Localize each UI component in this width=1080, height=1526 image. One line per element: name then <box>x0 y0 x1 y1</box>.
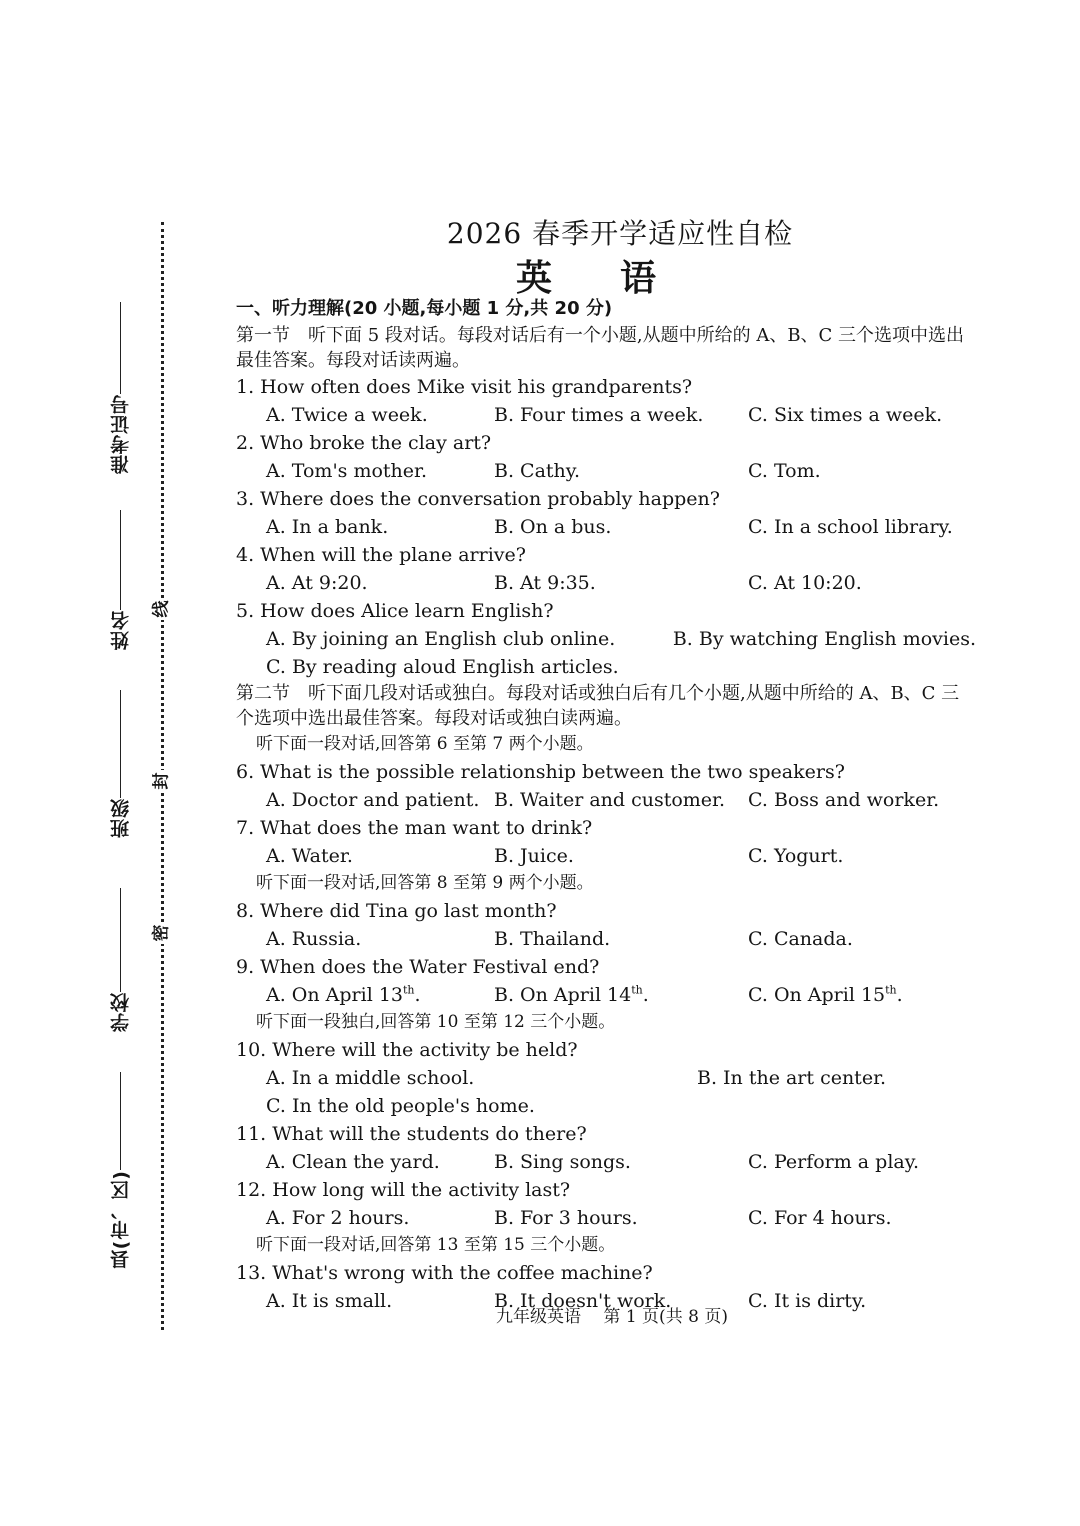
page-footer: 九年级英语 第 1 页(共 8 页) <box>496 1307 728 1327</box>
option: C. In a school library. <box>748 516 953 538</box>
field-blank-line <box>120 510 121 610</box>
question: 12. How long will the activity last? <box>236 1179 571 1201</box>
option: C. At 10:20. <box>748 572 862 594</box>
question: 5. How does Alice learn English? <box>236 600 554 622</box>
section-instruction: 第二节 听下面几段对话或独白。每段对话或独白后有几个小题,从题中所给的 A、B、C 三个选项中选出最佳答案。每段对话或独白读两遍。 <box>236 683 960 729</box>
ordinal-suffix: th <box>403 983 415 997</box>
exam-title: 2026 春季开学适应性自检 <box>446 217 794 250</box>
options <box>236 625 976 653</box>
seal-char-secret: 密 <box>150 922 172 944</box>
option: A. Russia. <box>266 928 362 950</box>
options <box>236 1092 976 1120</box>
option: B. Sing songs. <box>494 1151 631 1173</box>
option: C. It is dirty. <box>748 1290 867 1312</box>
option: A. Twice a week. <box>266 404 428 426</box>
sub-instruction: 听下面一段对话,回答第 8 至第 9 两个小题。 <box>256 873 594 893</box>
option: B. Thailand. <box>494 928 611 950</box>
exam-content <box>236 295 976 1315</box>
sub-instruction: 听下面一段对话,回答第 13 至第 15 三个小题。 <box>256 1235 616 1255</box>
field-blank-line <box>120 690 121 798</box>
option: A. Tom's mother. <box>266 460 428 482</box>
question: 7. What does the man want to drink? <box>236 817 593 839</box>
option: A. By joining an English club online. <box>266 628 616 650</box>
options <box>236 569 976 597</box>
question: 13. What's wrong with the coffee machine? <box>236 1262 653 1284</box>
option: C. Tom. <box>748 460 821 482</box>
question: 2. Who broke the clay art? <box>236 432 492 454</box>
section-instruction: 第一节 听下面 5 段对话。每段对话后有一个小题,从题中所给的 A、B、C 三个选项中选出最佳答案。每段对话读两遍。 <box>236 325 965 371</box>
option-text: A. On April 13 <box>266 984 403 1006</box>
options <box>236 1204 976 1232</box>
option: C. For 4 hours. <box>748 1207 892 1229</box>
options <box>236 653 976 681</box>
question: 8. Where did Tina go last month? <box>236 900 557 922</box>
option: A. Clean the yard. <box>266 1151 440 1173</box>
option: B. On April 14th. <box>494 983 649 1006</box>
sub-instruction: 听下面一段独白,回答第 10 至第 12 三个小题。 <box>256 1012 616 1032</box>
question: 6. What is the possible relationship between the two speakers? <box>236 761 845 783</box>
options <box>236 1064 976 1092</box>
option: A. At 9:20. <box>266 572 368 594</box>
option: C. Perform a play. <box>748 1151 919 1173</box>
question: 1. How often does Mike visit his grandparents? <box>236 376 693 398</box>
question: 10. Where will the activity be held? <box>236 1039 578 1061</box>
question: 3. Where does the conversation probably happen? <box>236 488 720 510</box>
field-county <box>108 1072 132 1269</box>
option: A. In a bank. <box>266 516 389 538</box>
field-exam-number <box>108 302 132 474</box>
part-heading: 一、听力理解(20 小题,每小题 1 分,共 20 分) <box>236 298 613 319</box>
question: 11. What will the students do there? <box>236 1123 587 1145</box>
option: B. In the art center. <box>697 1067 887 1089</box>
option-text: C. On April 15 <box>748 984 886 1006</box>
options <box>236 513 976 541</box>
field-label: 学校 <box>109 992 132 1032</box>
ordinal-suffix: th <box>631 983 643 997</box>
field-name <box>108 510 132 650</box>
field-school <box>108 888 132 1032</box>
options <box>236 786 976 814</box>
option: A. It is small. <box>266 1290 393 1312</box>
options <box>236 1148 976 1176</box>
field-label: 准考证号 <box>109 394 132 474</box>
option: A. Doctor and patient. <box>266 789 480 811</box>
option: C. By reading aloud English articles. <box>266 656 619 678</box>
option: C. Yogurt. <box>748 845 844 867</box>
option: A. In a middle school. <box>266 1067 475 1089</box>
option: A. Water. <box>266 845 353 867</box>
field-label: 班级 <box>109 798 132 838</box>
option: B. It doesn't work. <box>494 1290 672 1312</box>
ordinal-suffix: th <box>885 983 897 997</box>
sub-instruction: 听下面一段对话,回答第 6 至第 7 两个小题。 <box>256 734 594 754</box>
option: B. By watching English movies. <box>672 628 976 650</box>
option: B. Juice. <box>494 845 574 867</box>
options <box>236 842 976 870</box>
field-blank-line <box>120 302 121 394</box>
exam-subject: 英语 <box>515 258 724 299</box>
field-blank-line <box>120 1072 121 1170</box>
question: 4. When will the plane arrive? <box>236 544 526 566</box>
options <box>236 457 976 485</box>
option: B. Waiter and customer. <box>494 789 726 811</box>
question: 9. When does the Water Festival end? <box>236 956 600 978</box>
option: C. Six times a week. <box>748 404 943 426</box>
option: B. For 3 hours. <box>494 1207 638 1229</box>
option: C. On April 15th. <box>748 983 903 1006</box>
seal-char-seal: 封 <box>150 770 172 792</box>
field-label: 县(市、区) <box>109 1170 132 1270</box>
option: C. In the old people's home. <box>266 1095 535 1117</box>
options <box>236 401 976 429</box>
option: A. For 2 hours. <box>266 1207 410 1229</box>
field-label: 姓名 <box>109 610 132 650</box>
options <box>236 925 976 953</box>
options <box>236 981 976 1009</box>
option-text: B. On April 14 <box>494 984 632 1006</box>
option: B. Four times a week. <box>494 404 704 426</box>
field-class <box>108 690 132 838</box>
field-blank-line <box>120 888 121 992</box>
option: B. At 9:35. <box>494 572 596 594</box>
option: A. On April 13th. <box>266 983 421 1006</box>
seal-char-line: 线 <box>150 598 172 620</box>
option: B. On a bus. <box>494 516 612 538</box>
option: C. Boss and worker. <box>748 789 940 811</box>
option: C. Canada. <box>748 928 853 950</box>
option: B. Cathy. <box>494 460 581 482</box>
